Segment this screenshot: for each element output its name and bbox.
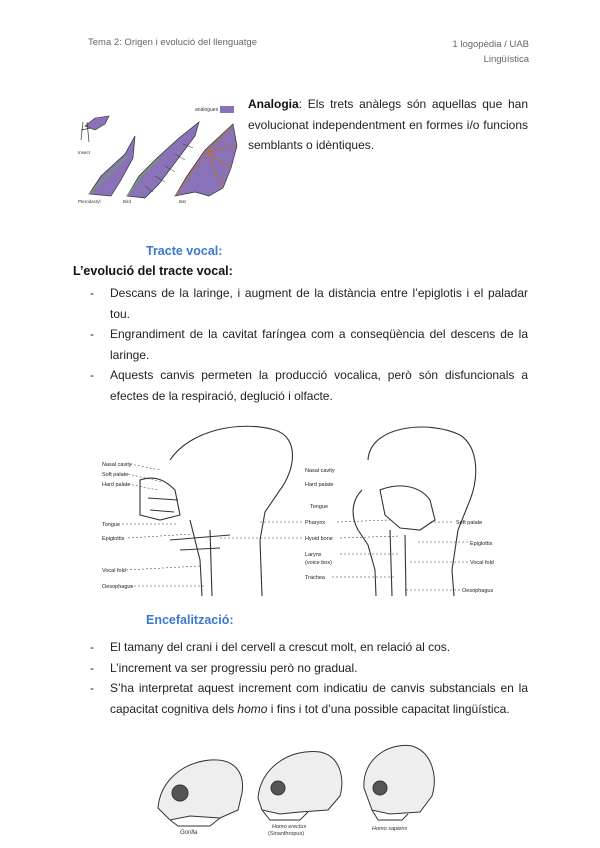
label-trachea: Trachea: [305, 575, 325, 581]
label-hard-palate-right: Hard palate: [305, 482, 334, 488]
header-course-code: 1 logopèdia / UAB: [452, 39, 529, 50]
encephalization-list: [90, 637, 528, 719]
subheading-vocal-tract-evolution: L’evolució del tracte vocal:: [73, 264, 233, 278]
list-item: - Aquests canvis permeten la producció vocalica, però són disfuncionals a efectes de la respiració, deglució i olfacte.: [90, 368, 528, 403]
label-vocal-fold-right: Vocal fold: [470, 560, 494, 566]
label-nasal-cavity-left: Nasal cavity: [102, 462, 132, 468]
list-item: - S’ha interpretat aquest increment com indicatiu de canvis substancials en la capacitat cognitiva dels homo i fins i tot d’una possible capacitat lingüística.: [90, 681, 528, 716]
homo-sapiens-skull: [364, 745, 434, 820]
vocal-tract-figure: [100, 420, 520, 598]
analogy-definition: : Els trets anàlegs són aquellas que han evolucionat independentment en formes i/o funcions semblants o idèntiques.: [248, 97, 528, 152]
label-soft-palate-right: Soft palate: [456, 520, 483, 526]
analogy-wings-figure: [75, 96, 243, 210]
list-item: - L’increment va ser progressiu però no gradual.: [90, 660, 358, 675]
label-nasal-cavity-right: Nasal cavity: [305, 468, 335, 474]
label-tongue-left: Tongue: [102, 522, 121, 528]
analogy-paragraph: [248, 94, 528, 156]
section-heading-vocal-tract: Tracte vocal:: [146, 244, 223, 258]
label-epiglottis-right: Epiglottis: [470, 541, 493, 547]
label-homo-erectus: Homo erectus: [272, 824, 307, 830]
human-head-outline: [353, 427, 476, 596]
header-subject: Lingüística: [483, 54, 529, 65]
section-heading-encephalization: Encefalització:: [146, 613, 234, 627]
label-epiglottis-left: Epiglottis: [102, 536, 125, 542]
label-bird: Bird: [123, 199, 132, 204]
figure-legend-label: anàlogues: [195, 107, 219, 113]
label-pharynx: Pharynx: [305, 520, 326, 526]
gorilla-skull: [158, 760, 243, 826]
legend-swatch: [220, 106, 234, 113]
list-item: - El tamany del crani i del cervell a crescut molt, en relació al cos.: [90, 640, 451, 654]
label-homo-sapiens: Homo sapiens: [372, 826, 408, 832]
label-pterodactyl: Pterodactyl: [78, 199, 101, 204]
label-sinanthropus: (Sinanthropus): [268, 831, 305, 837]
label-hyoid-bone: Hyoid bone: [305, 536, 333, 542]
label-soft-palate-left: Soft palate: [102, 472, 129, 478]
header-course-info: [452, 37, 529, 67]
label-bat: Bat: [179, 199, 186, 204]
label-tongue-right: Tongue: [310, 504, 329, 510]
label-insect: Insect: [78, 150, 91, 155]
chimp-head-outline: [140, 426, 293, 596]
label-larynx: Larynx: [305, 552, 322, 558]
label-leader-lines: [122, 464, 468, 590]
vocal-tract-list: [90, 283, 528, 406]
homo-erectus-skull: [258, 751, 342, 820]
list-item: - Descans de la laringe, i augment de la distància entre l’epiglotis i el paladar tou.: [90, 286, 528, 321]
analogy-term: Analogia: [248, 97, 299, 111]
header-course-title: Tema 2: Origen i evolució del llenguatge: [88, 37, 257, 48]
label-vocal-fold-left: Vocal fold: [102, 568, 126, 574]
label-gorilla: Gorilla: [180, 830, 198, 836]
skulls-figure: [150, 738, 440, 838]
label-hard-palate-left: Hard palate: [102, 482, 131, 488]
list-item: - Engrandiment de la cavitat faríngea com a conseqüència del descens de la laringe.: [90, 327, 528, 362]
label-oesophagus-right: Oesophagus: [462, 588, 494, 594]
label-oesophagus-left: Oesophagus: [102, 584, 134, 590]
label-voice-box: (voice box): [305, 560, 332, 566]
